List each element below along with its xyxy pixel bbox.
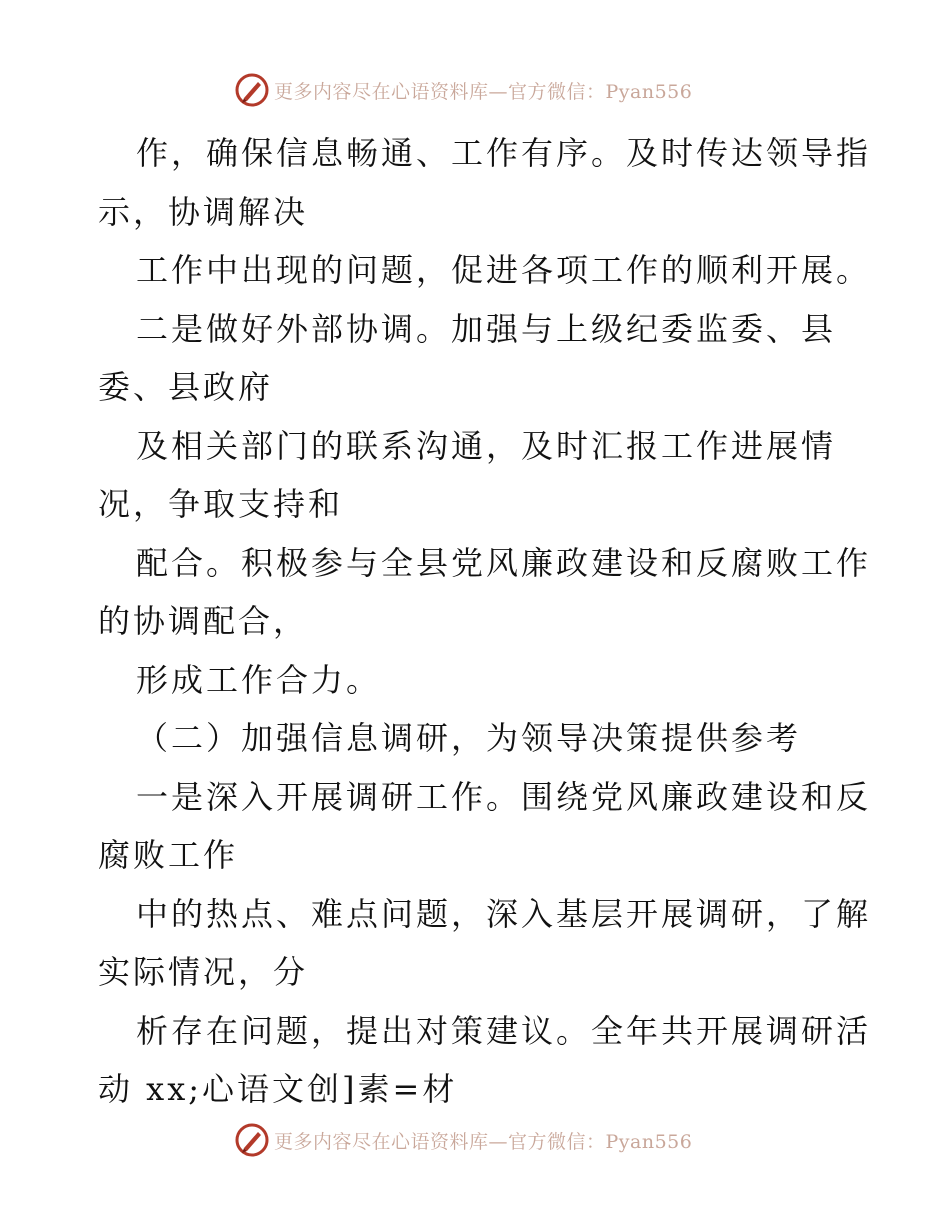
text-line: 二是做好外部协调。加强与上级纪委监委、县 (136, 309, 837, 348)
document-body (98, 124, 878, 1119)
text-line: 动 xx;心语文创]素=材 (98, 1070, 458, 1108)
text-line: 作，确保信息畅通、工作有序。及时传达领导指 (136, 134, 872, 172)
text-line: 的协调配合， (98, 602, 309, 640)
watermark-banner-bottom (234, 1122, 692, 1158)
text-line: 况，争取支持和 (98, 485, 344, 523)
text-line: 及相关部门的联系沟通，及时汇报工作进展情 (136, 426, 837, 465)
pen-logo-icon (234, 1122, 270, 1158)
text-line: 形成工作合力。 (136, 660, 382, 699)
text-line: 腐败工作 (98, 836, 239, 874)
text-line: 示，协调解决 (98, 192, 309, 231)
watermark-text: 更多内容尽在心语资料库—官方微信：Pyan556 (274, 80, 693, 103)
text-line: 析存在问题，提出对策建议。全年共开展调研活 (136, 1011, 872, 1050)
pen-logo-icon (234, 72, 270, 108)
text-line: 中的热点、难点问题，深入基层开展调研，了解 (136, 894, 872, 933)
text-line: 一是深入开展调研工作。围绕党风廉政建设和反 (136, 777, 872, 816)
text-line: 配合。积极参与全县党风廉政建设和反腐败工作 (136, 543, 872, 582)
text-line: 实际情况，分 (98, 953, 309, 991)
watermark-text: 更多内容尽在心语资料库—官方微信：Pyan556 (274, 1130, 693, 1153)
text-line: （二）加强信息调研，为领导决策提供参考 (136, 719, 802, 757)
text-line: 委、县政府 (98, 368, 274, 406)
text-line: 工作中出现的问题，促进各项工作的顺利开展。 (136, 251, 872, 289)
watermark-banner-top (234, 72, 692, 108)
